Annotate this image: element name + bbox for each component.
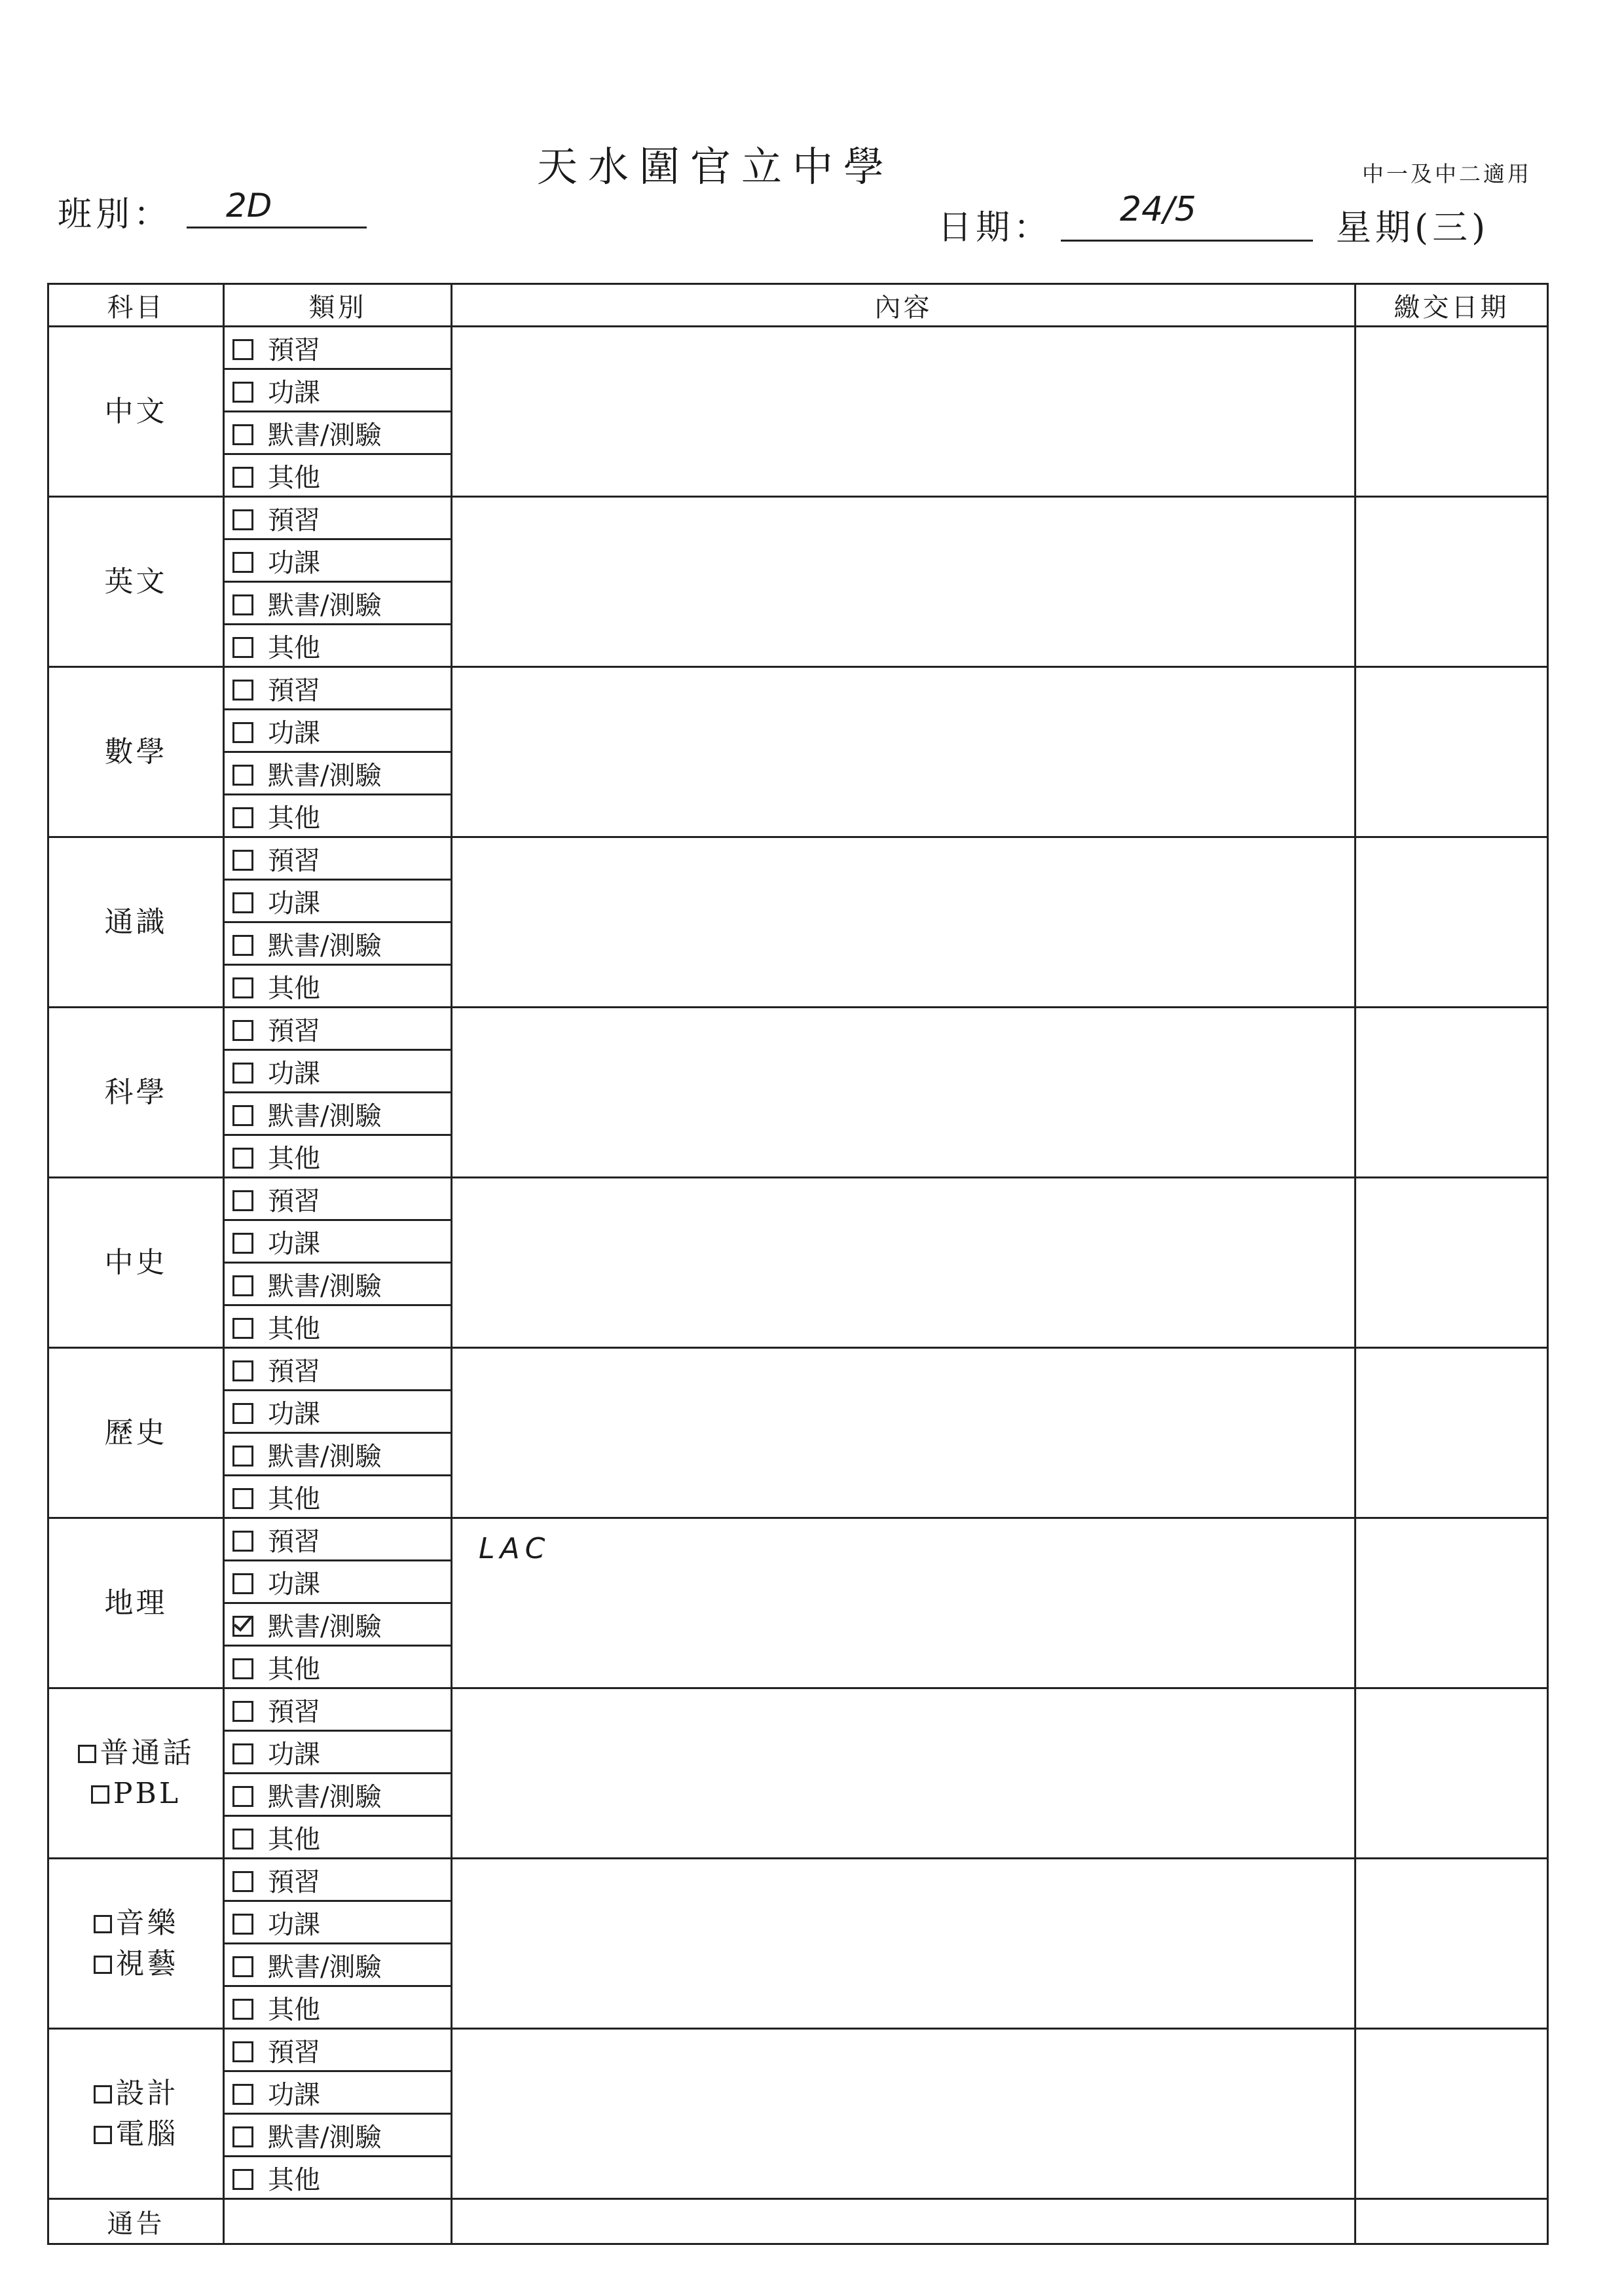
content-cell[interactable] xyxy=(452,1348,1356,1518)
subject-name: 通識 xyxy=(104,905,168,939)
due-date-cell[interactable] xyxy=(1356,1688,1548,1859)
category-option[interactable] xyxy=(224,1093,452,1135)
category-label: 功課 xyxy=(268,1398,320,1429)
table-row xyxy=(48,327,1548,369)
checkbox-icon[interactable] xyxy=(232,1871,253,1892)
content-note: LAC xyxy=(479,1532,551,1565)
subject-option xyxy=(49,1944,223,1984)
checkbox-icon[interactable] xyxy=(232,382,253,403)
applies-to-note: 中一及中二適用 xyxy=(1362,161,1532,187)
content-cell[interactable] xyxy=(452,497,1356,667)
category-label: 其他 xyxy=(268,1994,320,2025)
category-option[interactable] xyxy=(224,412,452,454)
weekday-label: 星期(三) xyxy=(1336,207,1490,248)
checkbox-icon[interactable] xyxy=(232,1531,253,1552)
table-row xyxy=(48,837,1548,880)
subject-cell xyxy=(48,1178,224,1348)
checkbox-icon[interactable] xyxy=(232,2041,253,2062)
table-row xyxy=(48,1688,1548,1731)
category-option[interactable] xyxy=(224,667,452,710)
category-label: 默書/測驗 xyxy=(268,1271,382,1302)
table-row xyxy=(48,667,1548,710)
checkbox-icon[interactable] xyxy=(232,509,253,530)
checkbox-icon[interactable] xyxy=(232,765,253,786)
checkbox-icon[interactable] xyxy=(232,1829,253,1850)
category-label: 預習 xyxy=(268,2037,320,2068)
class-field-value[interactable]: 2D xyxy=(226,187,272,225)
checkbox-icon[interactable] xyxy=(232,424,253,445)
category-option[interactable] xyxy=(224,1561,452,1603)
category-option[interactable] xyxy=(224,1944,452,1986)
class-label: 班別： xyxy=(58,195,172,234)
subject-cell xyxy=(48,837,224,1008)
table-row xyxy=(48,2029,1548,2071)
category-option[interactable] xyxy=(224,327,452,369)
category-option[interactable] xyxy=(224,1135,452,1178)
category-option[interactable] xyxy=(224,1901,452,1944)
category-option[interactable] xyxy=(224,1348,452,1391)
content-cell[interactable] xyxy=(452,667,1356,837)
checkbox-icon[interactable] xyxy=(232,1999,253,2020)
category-label: 功課 xyxy=(268,1739,320,1770)
subject-option-label: 設計 xyxy=(115,2076,179,2110)
checkbox-icon[interactable] xyxy=(232,1360,253,1381)
content-cell[interactable] xyxy=(452,1859,1356,2029)
class-field-line xyxy=(187,227,367,228)
category-label: 默書/測驗 xyxy=(268,1441,382,1472)
subject-cell xyxy=(48,1518,224,1688)
category-option[interactable] xyxy=(224,2114,452,2157)
category-header: 類別 xyxy=(224,284,452,327)
subject-name: 中文 xyxy=(104,394,168,428)
category-label: 預習 xyxy=(268,505,320,536)
subject-cell xyxy=(48,497,224,667)
category-label: 默書/測驗 xyxy=(268,1952,382,1982)
checkbox-icon[interactable] xyxy=(232,1105,253,1126)
category-option[interactable] xyxy=(224,539,452,582)
subject-cell xyxy=(48,667,224,837)
subject-option-label: 音樂 xyxy=(115,1906,179,1940)
category-label: 預習 xyxy=(268,1186,320,1216)
category-label: 默書/測驗 xyxy=(268,760,382,791)
category-option[interactable] xyxy=(224,1305,452,1348)
notice-due-cell[interactable] xyxy=(1356,2199,1548,2244)
table-row xyxy=(48,1178,1548,1220)
checkbox-icon[interactable] xyxy=(91,1785,109,1804)
subject-option xyxy=(49,1903,223,1944)
category-label: 預習 xyxy=(268,1526,320,1557)
checkbox-icon[interactable] xyxy=(232,1658,253,1679)
checkbox-icon[interactable] xyxy=(232,1488,253,1509)
category-label: 功課 xyxy=(268,1058,320,1089)
content-cell[interactable] xyxy=(452,837,1356,1008)
table-row xyxy=(48,1008,1548,1050)
subject-option-label: 電腦 xyxy=(115,2117,179,2151)
due-date-cell[interactable] xyxy=(1356,1518,1548,1688)
checkbox-icon[interactable] xyxy=(232,1020,253,1041)
category-option[interactable] xyxy=(224,1646,452,1688)
category-option[interactable] xyxy=(224,710,452,752)
checkbox-icon[interactable] xyxy=(232,1914,253,1935)
subject-option xyxy=(49,2073,223,2114)
due-date-cell[interactable] xyxy=(1356,1178,1548,1348)
checkbox-icon[interactable] xyxy=(232,339,253,360)
category-option[interactable] xyxy=(224,922,452,965)
checkbox-icon[interactable] xyxy=(232,2169,253,2190)
checkbox-icon[interactable] xyxy=(232,977,253,998)
checkbox-icon[interactable] xyxy=(232,552,253,573)
category-option[interactable] xyxy=(224,1263,452,1305)
checkbox-icon[interactable] xyxy=(232,807,253,828)
content-cell[interactable] xyxy=(452,327,1356,497)
checkbox-icon[interactable] xyxy=(232,1446,253,1467)
due-date-header: 繳交日期 xyxy=(1356,284,1548,327)
checkbox-icon[interactable] xyxy=(232,1275,253,1296)
category-option[interactable] xyxy=(224,1050,452,1093)
category-label: 功課 xyxy=(268,1909,320,1940)
subject-option xyxy=(49,1733,223,1774)
category-option[interactable] xyxy=(224,795,452,837)
checkbox-icon[interactable] xyxy=(232,892,253,913)
subject-name: 科學 xyxy=(104,1075,168,1109)
category-label: 功課 xyxy=(268,1228,320,1259)
due-date-cell[interactable] xyxy=(1356,327,1548,497)
subject-header: 科目 xyxy=(48,284,224,327)
category-option[interactable] xyxy=(224,880,452,922)
subject-cell xyxy=(48,1348,224,1518)
subject-name: 歷史 xyxy=(104,1415,168,1449)
category-option[interactable] xyxy=(224,497,452,539)
category-option[interactable] xyxy=(224,1603,452,1646)
notice-label: 通告 xyxy=(48,2199,224,2244)
category-option[interactable] xyxy=(224,1008,452,1050)
checkbox-icon[interactable] xyxy=(232,1233,253,1254)
checkbox-icon[interactable] xyxy=(232,1956,253,1977)
checkbox-icon[interactable] xyxy=(232,1743,253,1764)
checkbox-icon[interactable] xyxy=(232,1148,253,1169)
category-label: 默書/測驗 xyxy=(268,590,382,621)
category-label: 其他 xyxy=(268,1143,320,1174)
checkbox-icon[interactable] xyxy=(232,722,253,743)
checked-checkbox-icon[interactable] xyxy=(232,1616,253,1637)
content-cell[interactable] xyxy=(452,1518,1356,1688)
category-option[interactable] xyxy=(224,625,452,667)
content-cell[interactable] xyxy=(452,2029,1356,2199)
category-option[interactable] xyxy=(224,752,452,795)
category-option[interactable] xyxy=(224,1476,452,1518)
checkbox-icon[interactable] xyxy=(232,1573,253,1594)
table-header-row xyxy=(48,284,1548,327)
category-label: 預習 xyxy=(268,1696,320,1727)
category-label: 預習 xyxy=(268,1356,320,1387)
table-row xyxy=(48,1348,1548,1391)
due-date-cell[interactable] xyxy=(1356,497,1548,667)
category-label: 功課 xyxy=(268,718,320,748)
checkbox-icon[interactable] xyxy=(94,2126,112,2144)
category-option[interactable] xyxy=(224,1859,452,1901)
category-label: 其他 xyxy=(268,973,320,1004)
category-label: 預習 xyxy=(268,1867,320,1897)
checkbox-icon[interactable] xyxy=(232,1403,253,1424)
category-option[interactable] xyxy=(224,1178,452,1220)
category-option[interactable] xyxy=(224,582,452,625)
subject-option-label: 普通話 xyxy=(100,1736,194,1770)
homework-table xyxy=(47,283,1549,2245)
category-option[interactable] xyxy=(224,2071,452,2114)
category-label: 功課 xyxy=(268,547,320,578)
category-option[interactable] xyxy=(224,1433,452,1476)
subject-name: 中史 xyxy=(104,1245,168,1279)
subject-option xyxy=(49,2114,223,2155)
category-option[interactable] xyxy=(224,1688,452,1731)
checkbox-icon[interactable] xyxy=(232,1190,253,1211)
category-label: 默書/測驗 xyxy=(268,1101,382,1131)
checkbox-icon[interactable] xyxy=(232,1786,253,1807)
checkbox-icon[interactable] xyxy=(232,850,253,871)
subject-name: 數學 xyxy=(104,735,168,769)
category-label: 其他 xyxy=(268,1824,320,1855)
subject-name: 地理 xyxy=(104,1586,168,1620)
category-label: 默書/測驗 xyxy=(268,1781,382,1812)
category-label: 其他 xyxy=(268,462,320,493)
table-row xyxy=(48,497,1548,539)
due-date-cell[interactable] xyxy=(1356,1859,1548,2029)
category-option[interactable] xyxy=(224,1816,452,1859)
category-label: 功課 xyxy=(268,2079,320,2110)
content-cell[interactable] xyxy=(452,1178,1356,1348)
category-label: 預習 xyxy=(268,845,320,876)
category-option[interactable] xyxy=(224,454,452,497)
checkbox-icon[interactable] xyxy=(94,1956,112,1974)
category-label: 功課 xyxy=(268,888,320,919)
category-label: 其他 xyxy=(268,2164,320,2195)
category-label: 其他 xyxy=(268,1654,320,1685)
subject-cell xyxy=(48,1688,224,1859)
subject-cell xyxy=(48,2029,224,2199)
category-label: 功課 xyxy=(268,377,320,408)
category-label: 預習 xyxy=(268,675,320,706)
checkbox-icon[interactable] xyxy=(232,680,253,701)
category-label: 功課 xyxy=(268,1569,320,1599)
checkbox-icon[interactable] xyxy=(232,1063,253,1084)
checkbox-icon[interactable] xyxy=(94,2085,112,2104)
date-label: 日期： xyxy=(938,208,1052,247)
content-header: 內容 xyxy=(452,284,1356,327)
checkbox-icon[interactable] xyxy=(232,594,253,615)
notice-content-cell[interactable] xyxy=(452,2199,1356,2244)
checkbox-icon[interactable] xyxy=(232,637,253,658)
category-option[interactable] xyxy=(224,2029,452,2071)
checkbox-icon[interactable] xyxy=(232,1318,253,1339)
category-label: 默書/測驗 xyxy=(268,420,382,450)
notice-row xyxy=(48,2199,1548,2244)
category-option[interactable] xyxy=(224,1986,452,2029)
subject-cell xyxy=(48,1008,224,1178)
school-title: 天水圍官立中學 xyxy=(537,143,895,191)
category-label: 默書/測驗 xyxy=(268,1611,382,1642)
checkbox-icon[interactable] xyxy=(232,2084,253,2105)
subject-name: 英文 xyxy=(104,564,168,598)
category-label: 預習 xyxy=(268,1015,320,1046)
subject-cell xyxy=(48,1859,224,2029)
category-option[interactable] xyxy=(224,1731,452,1774)
subject-option-label: PBL xyxy=(113,1776,181,1810)
category-option[interactable] xyxy=(224,2157,452,2199)
checkbox-icon[interactable] xyxy=(232,1701,253,1722)
notice-cell[interactable] xyxy=(224,2199,452,2244)
category-option[interactable] xyxy=(224,965,452,1008)
category-label: 其他 xyxy=(268,803,320,833)
category-option[interactable] xyxy=(224,1220,452,1263)
content-cell[interactable] xyxy=(452,1688,1356,1859)
category-label: 其他 xyxy=(268,1484,320,1514)
checkbox-icon[interactable] xyxy=(94,1915,112,1933)
category-label: 默書/測驗 xyxy=(268,930,382,961)
category-label: 其他 xyxy=(268,632,320,663)
checkbox-icon[interactable] xyxy=(232,935,253,956)
subject-option xyxy=(49,1774,223,1814)
checkbox-icon[interactable] xyxy=(232,467,253,488)
category-label: 預習 xyxy=(268,335,320,365)
subject-option-label: 視藝 xyxy=(115,1946,179,1980)
table-row xyxy=(48,1859,1548,1901)
category-option[interactable] xyxy=(224,1774,452,1816)
table-row xyxy=(48,1518,1548,1561)
category-option[interactable] xyxy=(224,837,452,880)
category-label: 默書/測驗 xyxy=(268,2122,382,2153)
checkbox-icon[interactable] xyxy=(78,1745,96,1763)
due-date-cell[interactable] xyxy=(1356,667,1548,837)
due-date-cell[interactable] xyxy=(1356,837,1548,1008)
due-date-cell[interactable] xyxy=(1356,2029,1548,2199)
date-field-value[interactable]: 24/5 xyxy=(1120,190,1196,229)
category-option[interactable] xyxy=(224,369,452,412)
category-option[interactable] xyxy=(224,1518,452,1561)
due-date-cell[interactable] xyxy=(1356,1348,1548,1518)
category-option[interactable] xyxy=(224,1391,452,1433)
content-cell[interactable] xyxy=(452,1008,1356,1178)
checkbox-icon[interactable] xyxy=(232,2126,253,2147)
category-label: 其他 xyxy=(268,1313,320,1344)
subject-cell xyxy=(48,327,224,497)
date-field-line xyxy=(1061,240,1313,242)
due-date-cell[interactable] xyxy=(1356,1008,1548,1178)
